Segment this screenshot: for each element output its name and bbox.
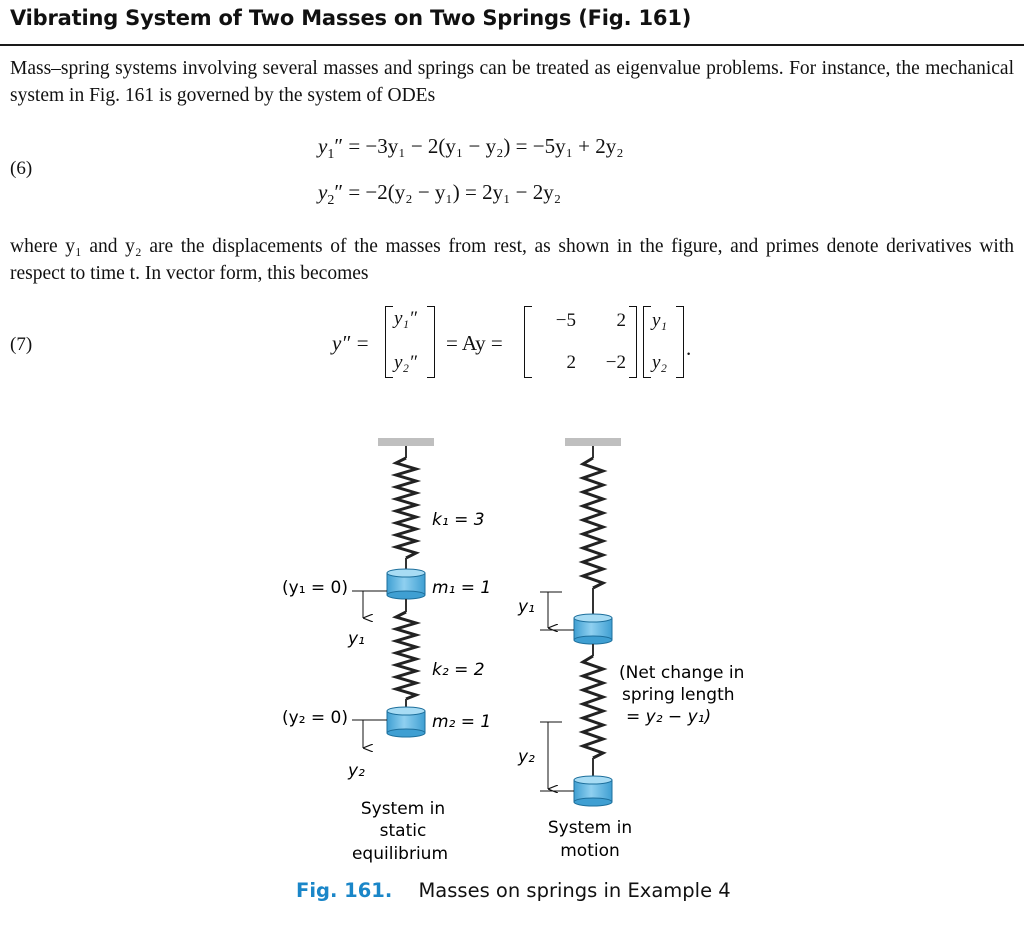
vector-form-paragraph: where y₁ and y₂ are the displacements of the masses from rest, as shown in the figure, and primes denote derivatives with respect to time t. In vector form, this becomes: [10, 236, 1014, 284]
label-y2-rest: (y₂ = 0): [282, 708, 349, 728]
section-title: Vibrating System of Two Masses on Two Springs (Fig. 161): [10, 6, 692, 30]
label-y1-left: y₁: [348, 629, 365, 649]
caption-right-2: motion: [560, 841, 620, 861]
figure-caption-text: Masses on springs in Example 4: [418, 879, 731, 902]
eq6-row2-rhs: = −2(y₂ − y₁) = 2y₁ − 2y₂: [348, 180, 562, 204]
note-line-1: (Net change in: [619, 663, 745, 683]
label-m2: m₂ = 1: [432, 712, 492, 732]
spring-right-1: [583, 458, 603, 588]
label-k1: k₁ = 3: [432, 510, 485, 530]
yvec-top: y₁: [652, 310, 668, 331]
matrix-a11: −5: [555, 310, 576, 331]
eq6-row2-prime: ″: [334, 180, 344, 204]
ceiling-right: [565, 438, 621, 446]
eq6-label: (6): [10, 158, 33, 179]
label-y1-right: y₁: [518, 597, 535, 617]
spring-k1: [396, 458, 416, 558]
note-line-2: spring length: [622, 685, 735, 705]
label-y1-rest: (y₁ = 0): [282, 578, 349, 598]
eq6-row1-lhs: y: [318, 134, 328, 158]
eq6-row1-sub: 1: [327, 147, 335, 162]
spring-right-2: [583, 656, 603, 758]
mass-m1-moved: [574, 614, 612, 644]
label-k2: k₂ = 2: [432, 660, 485, 680]
eq6-row1-prime: ″: [334, 134, 344, 158]
mass-m2: [387, 707, 425, 737]
intro-paragraph: Mass–spring systems involving several masses and springs can be treated as eigenvalue problems. For instance, the mechanical system in Fig. 161 is governed by the system of ODEs: [10, 58, 1014, 106]
caption-left-3: equilibrium: [351, 844, 449, 864]
figure-number: Fig. 161.: [296, 879, 393, 902]
yvec-bottom: y₂: [652, 352, 668, 373]
eq7-mid-text: = Ay =: [446, 331, 503, 355]
vec-top: y₁″: [394, 308, 417, 329]
eq6-row2-lhs: y: [318, 180, 328, 204]
eq7-label: (7): [10, 334, 33, 355]
vec-bottom: y₂″: [394, 352, 417, 373]
eq7-lhs: y″ =: [332, 331, 370, 355]
eq7-period: .: [686, 336, 692, 360]
note-line-3: = y₂ − y₁): [626, 707, 712, 727]
spring-k2: [396, 612, 416, 699]
figure-caption: [296, 879, 731, 902]
matrix-a22: −2: [605, 352, 626, 373]
label-m1: m₁ = 1: [432, 578, 492, 598]
caption-left-2: static: [379, 821, 427, 841]
matrix-a12: 2: [616, 310, 626, 331]
mass-m1: [387, 569, 425, 599]
caption-left-1: System in: [360, 799, 446, 819]
caption-right-1: System in: [547, 818, 633, 838]
matrix-a21: 2: [566, 352, 576, 373]
label-y2-right: y₂: [518, 747, 535, 767]
ceiling-left: [378, 438, 434, 446]
mass-m2-moved: [574, 776, 612, 806]
eq6-row2-sub: 2: [327, 193, 335, 208]
label-y2-left: y₂: [348, 761, 365, 781]
eq6-row1-rhs: = −3y₁ − 2(y₁ − y₂) = −5y₁ + 2y₂: [348, 134, 624, 158]
